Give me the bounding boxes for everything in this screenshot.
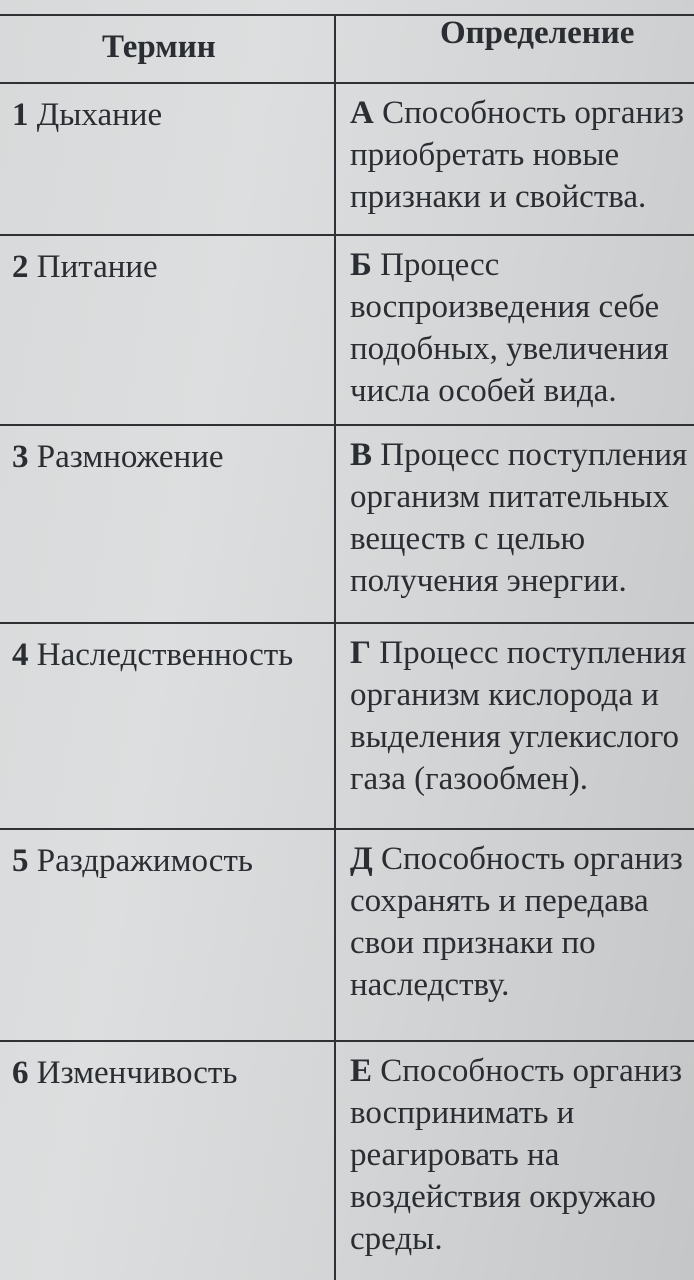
definition-cell bbox=[335, 829, 694, 1041]
definition-line: получения энергии. bbox=[350, 563, 627, 599]
term-text: Дыхание bbox=[36, 97, 163, 133]
term-number: 3 bbox=[12, 439, 29, 475]
definition-letter: Е bbox=[350, 1053, 373, 1089]
term-cell bbox=[0, 623, 335, 829]
term-text: Изменчивость bbox=[36, 1055, 238, 1091]
table-row bbox=[0, 1041, 694, 1280]
definition-cell bbox=[335, 623, 694, 829]
term-text: Раздражимость bbox=[36, 843, 253, 879]
definition-line: Процесс поступления bbox=[379, 635, 687, 671]
definition-cell bbox=[335, 1041, 694, 1280]
term-cell bbox=[0, 235, 335, 425]
definition-line: свои признаки по bbox=[350, 925, 596, 961]
table-row bbox=[0, 829, 694, 1041]
definition-line: веществ с целью bbox=[350, 521, 586, 557]
term-cell bbox=[0, 83, 335, 235]
definition-line: организм кислорода и bbox=[350, 677, 659, 713]
definition-cell bbox=[335, 235, 694, 425]
definition-letter: В bbox=[350, 437, 373, 473]
table-row bbox=[0, 83, 694, 235]
definition-line: Процесс bbox=[380, 247, 500, 283]
table-row bbox=[0, 235, 694, 425]
definition-cell bbox=[335, 425, 694, 623]
definition-cell bbox=[335, 83, 694, 235]
definition-line: среды. bbox=[350, 1221, 443, 1257]
term-number: 6 bbox=[12, 1055, 29, 1091]
terms-definitions-table bbox=[0, 14, 694, 1280]
header-term: Термин bbox=[102, 29, 216, 65]
term-text: Наследственность bbox=[36, 637, 294, 673]
definition-line: выделения углекислого bbox=[350, 719, 680, 755]
header-term-cell bbox=[0, 15, 335, 83]
definition-line: Способность организ bbox=[380, 841, 683, 877]
definition-letter: Д bbox=[350, 841, 373, 877]
definition-line: газа (газообмен). bbox=[350, 761, 589, 797]
term-number: 1 bbox=[12, 97, 29, 133]
definition-letter: Г bbox=[350, 635, 371, 671]
definition-line: воспроизведения себе bbox=[350, 289, 660, 325]
header-definition-cell bbox=[335, 15, 694, 83]
definition-line: числа особей вида. bbox=[350, 373, 617, 409]
term-number: 4 bbox=[12, 637, 29, 673]
table-row bbox=[0, 425, 694, 623]
definition-line: признаки и свойства. bbox=[350, 179, 647, 215]
term-cell bbox=[0, 425, 335, 623]
definition-line: сохранять и передава bbox=[350, 883, 649, 919]
definition-letter: А bbox=[350, 95, 374, 131]
definition-line: приобретать новые bbox=[350, 137, 620, 173]
definition-line: воздействия окружаю bbox=[350, 1179, 656, 1215]
definition-line: реагировать на bbox=[350, 1137, 560, 1173]
definition-letter: Б bbox=[350, 247, 372, 283]
definition-line: подобных, увеличения bbox=[350, 331, 669, 367]
term-cell bbox=[0, 1041, 335, 1280]
definition-line: наследству. bbox=[350, 967, 510, 1003]
term-text: Питание bbox=[36, 249, 158, 285]
header-definition: Определение bbox=[440, 15, 635, 51]
term-number: 2 bbox=[12, 249, 29, 285]
term-number: 5 bbox=[12, 843, 29, 879]
definition-line: Процесс поступления bbox=[380, 437, 688, 473]
term-text: Размножение bbox=[36, 439, 224, 475]
definition-line: организм питательных bbox=[350, 479, 670, 515]
header-row bbox=[0, 15, 694, 83]
definition-line: воспринимать и bbox=[350, 1095, 575, 1131]
definition-line: Способность организ bbox=[380, 1053, 683, 1089]
definition-line: Способность организ bbox=[382, 95, 684, 131]
table-row bbox=[0, 623, 694, 829]
term-cell bbox=[0, 829, 335, 1041]
